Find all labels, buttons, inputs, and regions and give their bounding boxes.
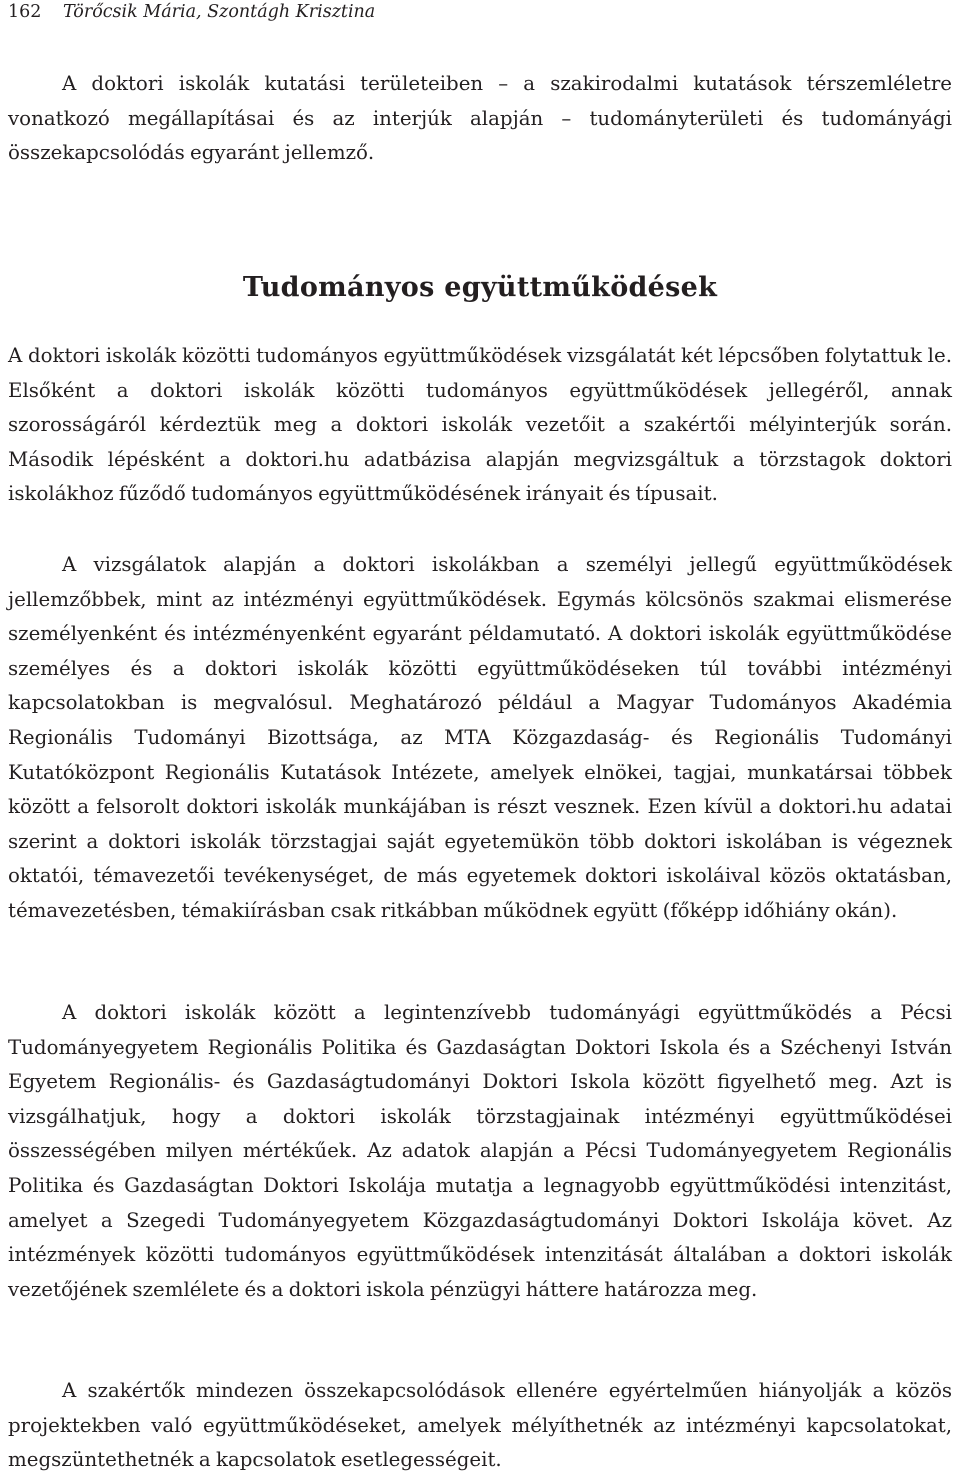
- intro-paragraph: A doktori iskolák kutatási területeiben – a szakirodalmi kutatások térszemléletre vonatkozó megállapításai és az interjúk alapján – tudományterületi és tudományági összekapcsolódás egyaránt jellemző.: [8, 72, 952, 165]
- running-header-authors: Törőcsik Mária, Szontágh Krisztina: [62, 2, 376, 22]
- section-heading: Tudományos együttműködések: [242, 272, 718, 303]
- page-number: 162: [8, 2, 42, 22]
- body-paragraph-3: A doktori iskolák között a legintenzívebb tudományági együttműködés a Pécsi Tudományegyetem Regionális Politika és Gazdaságtan Doktori Iskola és a Széchenyi István Egyetem Regionális- és Gazdaságtudományi Doktori Iskola között figyelhető meg. Azt is vizsgálhatjuk, hogy a doktori iskolák törzstagjainak intézményi együttműködései összességében milyen mértékűek. Az adatok alapján a Pécsi Tudományegyetem Regionális Politika és Gazdaságtan Doktori Iskolája mutatja a legnagyobb együttműködési intenzitást, amelyet a Szegedi Tudományegyetem Közgazdaságtudományi Doktori Iskolája követ. Az intézmények közötti tudományos együttműködések intenzitását általában a doktori iskolák vezetőjének szemlélete és a doktori iskola pénzügyi háttere határozza meg.: [8, 1001, 952, 1301]
- body-paragraph-4: A szakértők mindezen összekapcsolódások ellenére egyértelműen hiányolják a közös projektekben való együttműködéseket, amelyek mélyíthetnék az intézményi kapcsolatokat, megszüntethetnék a kapcsolatok esetlegességeit.: [8, 1379, 952, 1472]
- running-header: [8, 0, 952, 26]
- body-paragraph-1: A doktori iskolák közötti tudományos együttműködések vizsgálatát két lépcsőben folytattuk le. Elsőként a doktori iskolák közötti tudományos együttműködések jellegéről, annak szorosságáról kérdeztük meg a doktori iskolák vezetőit a szakértői mélyinterjúk során. Második lépésként a doktori.hu adatbázisa alapján megvizsgáltuk a törzstagok doktori iskolákhoz fűződő tudományos együttműködésének irányait és típusait.: [8, 344, 952, 506]
- body-paragraph-2: A vizsgálatok alapján a doktori iskolákban a személyi jellegű együttműködések jellemzőbbek, mint az intézményi együttműködések. Egymás kölcsönös szakmai elismerése személyenként és intézményenként egyaránt példamutató. A doktori iskolák együttműködése személyes és a doktori iskolák közötti együttműködéseken túl további intézményi kapcsolatokban is megvalósul. Meghatározó például a Magyar Tudományos Akadémia Regionális Tudományi Bizottsága, az MTA Közgazdaság- és Regionális Tudományi Kutatóközpont Regionális Kutatások Intézete, amelyek elnökei, tagjai, munkatársai többek között a felsorolt doktori iskolák munkájában is részt vesznek. Ezen kívül a doktori.hu adatai szerint a doktori iskolák törzstagjai saját egyetemükön több doktori iskolában is végeznek oktatói, témavezetői tevékenységet, de más egyetemek doktori iskoláival közös oktatásban, témavezetésben, témakiírásban csak ritkábban működnek együtt (főképp időhiány okán).: [8, 553, 952, 922]
